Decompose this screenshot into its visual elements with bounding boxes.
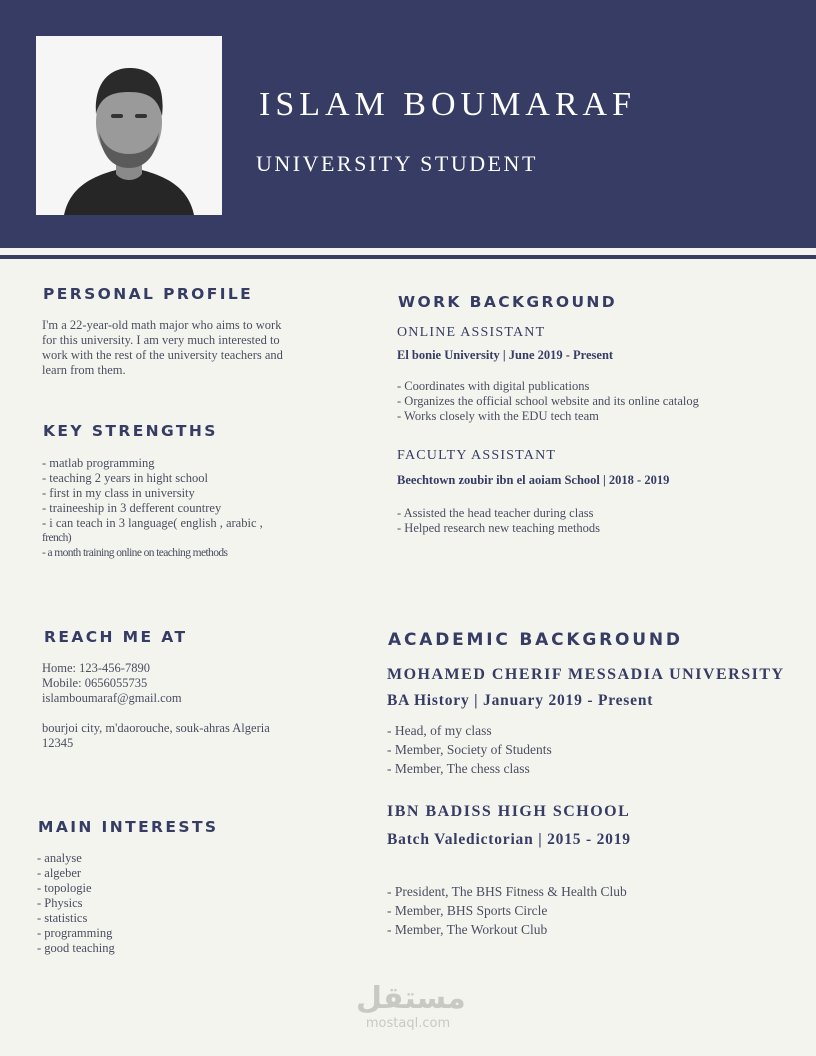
mostaql-watermark	[356, 981, 466, 1038]
interest-item: - analyse	[37, 851, 82, 865]
strengths-list	[42, 456, 263, 561]
contact-block	[42, 661, 270, 751]
duty-item: - Helped research new teaching methods	[397, 521, 601, 535]
duty-item: - Works closely with the EDU tech team	[397, 409, 599, 423]
strength-item: - matlab programming	[42, 456, 155, 470]
portrait-image	[36, 36, 222, 215]
school-item: - Member, The Workout Club	[387, 922, 548, 937]
duty-item: - Coordinates with digital publications	[397, 379, 590, 393]
interest-item: - topologie	[37, 881, 92, 895]
job-title: UNIVERSITY STUDENT	[256, 151, 538, 176]
interests-heading: MAIN INTERESTS	[38, 818, 219, 836]
contact-email[interactable]: islamboumaraf@gmail.com	[42, 691, 182, 705]
interest-item: - algeber	[37, 866, 82, 880]
strengths-heading: KEY STRENGTHS	[43, 422, 218, 440]
strength-item: - first in my class in university	[42, 486, 195, 500]
job-duties-1	[397, 379, 699, 424]
strength-item: - a month training online on teaching methods	[42, 547, 228, 559]
school-name-2: IBN BADISS HIGH SCHOOL	[387, 803, 631, 820]
school-item: - Head, of my class	[387, 723, 492, 738]
watermark-latin: mostaql.com	[365, 1016, 451, 1031]
profile-heading: PERSONAL PROFILE	[43, 285, 254, 303]
profile-line: for this university. I am very much interested to	[42, 333, 280, 347]
job-meta-1: El bonie University | June 2019 - Present	[397, 348, 614, 362]
profile-text	[42, 318, 283, 378]
job-title-1: ONLINE ASSISTANT	[397, 325, 546, 340]
strength-item: - i can teach in 3 language( english , arabic ,	[42, 516, 263, 530]
strength-item: french)	[42, 532, 71, 544]
contact-address: bourjoi city, m'daorouche, souk-ahras Algeria	[42, 721, 270, 735]
profile-line: work with the rest of the university teachers and	[42, 348, 283, 362]
school-meta-2: Batch Valedictorian | 2015 - 2019	[387, 831, 631, 848]
interest-item: - good teaching	[37, 941, 115, 955]
interest-item: - programming	[37, 926, 113, 940]
school-item: - Member, The chess class	[387, 761, 530, 776]
job-duties-2	[397, 506, 600, 536]
duty-item: - Organizes the official school website and its online catalog	[397, 394, 699, 408]
interests-list	[37, 851, 115, 956]
school-item: - Member, BHS Sports Circle	[387, 903, 548, 918]
contact-postcode: 12345	[42, 736, 74, 750]
school-item: - President, The BHS Fitness & Health Club	[387, 884, 627, 899]
school-items-2	[387, 882, 627, 939]
job-title-2: FACULTY ASSISTANT	[397, 448, 557, 463]
profile-line: I'm a 22-year-old math major who aims to work	[42, 318, 282, 332]
watermark-arabic: مستقل	[356, 981, 466, 1016]
contact-heading: REACH ME AT	[44, 628, 188, 646]
header-divider	[0, 255, 816, 259]
profile-photo	[36, 36, 222, 215]
school-name-1: MOHAMED CHERIF MESSADIA UNIVERSITY	[387, 666, 785, 683]
interest-item: - statistics	[37, 911, 88, 925]
job-meta-2: Beechtown zoubir ibn el aoiam School | 2018 - 2019	[397, 473, 670, 487]
full-name: ISLAM BOUMARAF	[259, 86, 636, 123]
interest-item: - Physics	[37, 896, 83, 910]
strength-item: - traineeship in 3 defferent countrey	[42, 501, 222, 515]
duty-item: - Assisted the head teacher during class	[397, 506, 594, 520]
profile-line: learn from them.	[42, 363, 126, 377]
strength-item: - teaching 2 years in hight school	[42, 471, 208, 485]
school-meta-1: BA History | January 2019 - Present	[387, 692, 654, 709]
academic-heading: ACADEMIC BACKGROUND	[388, 630, 683, 650]
school-items-1	[387, 721, 552, 778]
school-item: - Member, Society of Students	[387, 742, 552, 757]
work-heading: WORK BACKGROUND	[398, 293, 618, 311]
contact-home: Home: 123-456-7890	[42, 661, 150, 675]
contact-mobile: Mobile: 0656055735	[42, 676, 148, 690]
